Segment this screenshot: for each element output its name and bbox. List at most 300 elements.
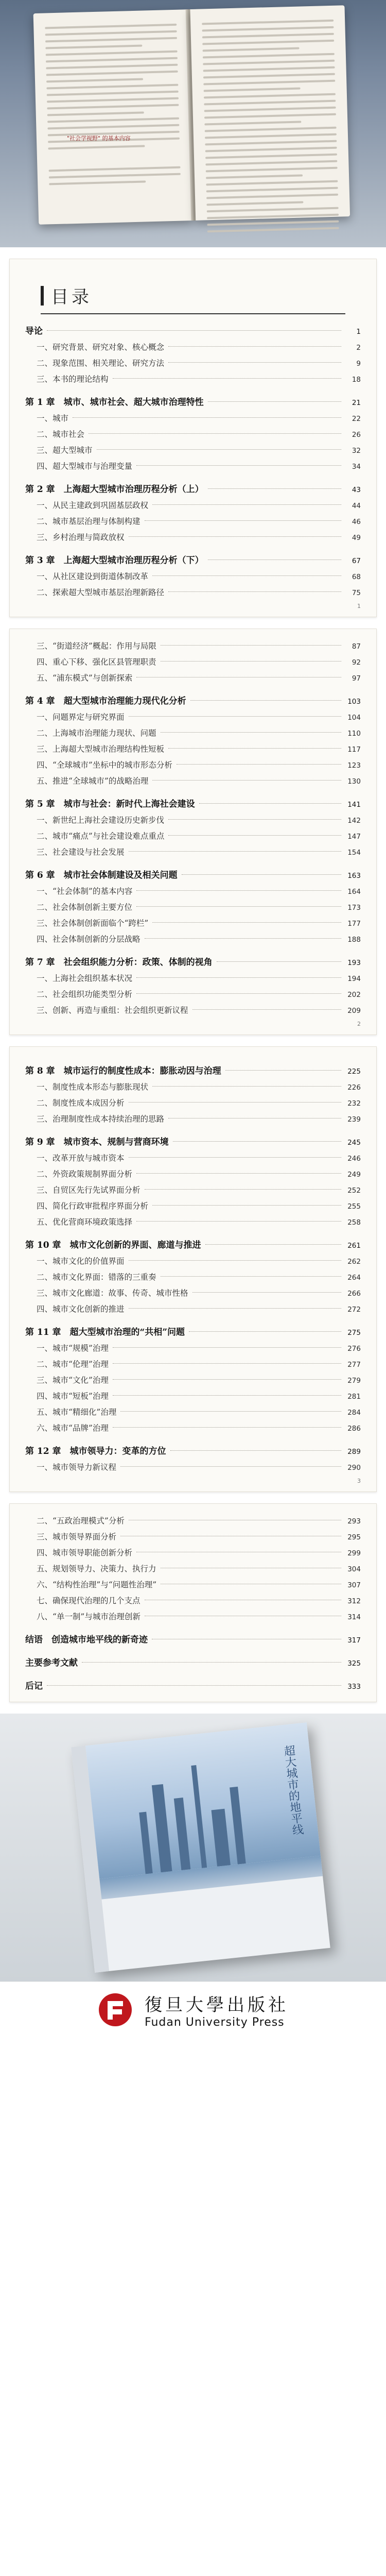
toc-list-3 — [25, 1063, 361, 1476]
toc-leader-dots — [129, 1260, 341, 1261]
toc-leader-dots — [120, 1411, 341, 1412]
toc-entry-page: 103 — [347, 698, 361, 706]
toc-entry-page: 1 — [356, 328, 361, 336]
toc-entry-page: 272 — [347, 1306, 361, 1314]
toc-entry-page: 276 — [347, 1345, 361, 1353]
toc-section-row — [25, 569, 361, 585]
toc-leader-dots — [136, 906, 341, 907]
toc-leader-dots — [152, 504, 341, 505]
toc-entry-title: 三、乡村治理与简政放权 — [37, 533, 125, 542]
toc-entry-title: 一、城市领导力新议程 — [37, 1463, 117, 1472]
toc-entry-title: 第 6 章 城市社会体制建设及相关问题 — [25, 870, 178, 880]
toc-entry-title: 后记 — [25, 1681, 43, 1691]
toc-entry-title: 一、新世纪上海社会建设历史新步伐 — [37, 816, 165, 825]
toc-entry-title: 二、城市社会 — [37, 430, 85, 439]
toc-entry-title: 四、城市“短板”治理 — [37, 1392, 109, 1401]
toc-section-row — [25, 1095, 361, 1111]
toc-entry-title: 四、社会体制创新的分层战略 — [37, 935, 141, 944]
toc-leader-dots — [208, 488, 341, 489]
toc-leader-dots — [190, 700, 341, 701]
toc-entry-page: 32 — [352, 447, 361, 455]
toc-chapter-row — [25, 1063, 361, 1079]
toc-section-row — [25, 1460, 361, 1476]
toc-entry-page: 290 — [347, 1464, 361, 1472]
toc-entry-title: 三、社会体制创新面临个“跨栏” — [37, 919, 149, 928]
toc-entry-title: 第 2 章 上海超大型城市治理历程分析（上） — [25, 484, 204, 495]
toc-leader-dots — [182, 874, 341, 875]
toc-list-1 — [25, 324, 361, 601]
toc-entry-title: 一、改革开放与城市资本 — [37, 1154, 125, 1163]
toc-entry-title: 第 11 章 超大型城市治理的“共相”问题 — [25, 1327, 185, 1337]
toc-entry-page: 154 — [347, 849, 361, 857]
toc-leader-dots — [192, 1292, 341, 1293]
toc-leader-dots — [199, 803, 341, 804]
toc-leader-dots — [189, 1331, 341, 1332]
toc-section-row — [25, 670, 361, 686]
toc-entry-page: 307 — [347, 1581, 361, 1589]
toc-chapter-row — [25, 324, 361, 340]
toc-entry-page: 333 — [347, 1683, 361, 1691]
toc-entry-page: 22 — [352, 415, 361, 423]
toc-leader-dots — [168, 362, 341, 363]
toc-title-rule — [41, 313, 345, 314]
toc-entry-page: 284 — [347, 1409, 361, 1417]
toc-section-row — [25, 828, 361, 844]
toc-chapter-row — [25, 482, 361, 498]
toc-section-row — [25, 987, 361, 1003]
toc-title: 目录 — [51, 287, 92, 308]
toc-section-row — [25, 1357, 361, 1372]
toc-leader-dots — [120, 1466, 341, 1467]
toc-leader-dots — [217, 961, 341, 962]
toc-leader-dots — [168, 819, 341, 820]
toc-entry-page: 232 — [347, 1099, 361, 1108]
toc-entry-page: 92 — [352, 658, 361, 667]
book-right-page — [190, 5, 350, 221]
toc-entry-page: 266 — [347, 1290, 361, 1298]
toc-section-row — [25, 1285, 361, 1301]
toc-entry-title: 一、城市“规模”治理 — [37, 1344, 109, 1353]
toc-entry-title: 三、创新、再造与重组：社会组织更新议程 — [37, 1006, 188, 1015]
toc-leader-dots — [145, 1189, 341, 1190]
toc-entry-title: 五、优化营商环境政策选择 — [37, 1217, 133, 1227]
toc-section-row — [25, 709, 361, 725]
toc-leader-dots — [152, 922, 341, 923]
toc-leader-dots — [145, 520, 341, 521]
publisher-footer — [0, 1981, 386, 2037]
toc-entry-title: 第 8 章 城市运行的制度性成本：膨胀动因与治理 — [25, 1066, 221, 1076]
toc-entry-title: 二、外资政策规制界面分析 — [37, 1170, 133, 1179]
toc-entry-title: 二、探索超大型城市基层治理新路径 — [37, 588, 165, 597]
toc-entry-title: 一、“社会体制”的基本内容 — [37, 887, 133, 896]
toc-leader-dots — [47, 1685, 341, 1686]
open-book — [33, 5, 353, 230]
toc-section-row — [25, 1372, 361, 1388]
toc-section-row — [25, 1111, 361, 1127]
toc-leader-dots — [152, 780, 341, 781]
toc-entry-title: 四、超大型城市与治理变量 — [37, 462, 133, 471]
toc-entry-title: 三、本书的理论结构 — [37, 375, 109, 384]
page-number: 3 — [357, 1478, 361, 1484]
toc-entry-page: 194 — [347, 975, 361, 983]
toc-leader-dots — [97, 449, 341, 450]
toc-leader-dots — [136, 993, 341, 994]
toc-leader-dots — [113, 1379, 341, 1380]
toc-entry-page: 110 — [347, 730, 361, 738]
toc-entry-page: 147 — [347, 833, 361, 841]
toc-chapter-row — [25, 868, 361, 884]
toc-entry-title: 主要参考文献 — [25, 1658, 78, 1668]
toc-entry-title: 第 4 章 超大型城市治理能力现代化分析 — [25, 696, 186, 706]
toc-entry-page: 277 — [347, 1361, 361, 1369]
toc-list-2 — [25, 638, 361, 1019]
toc-entry-page: 209 — [347, 1007, 361, 1015]
toc-section-row — [25, 884, 361, 900]
publisher-name — [145, 1991, 289, 2029]
toc-section-row — [25, 757, 361, 773]
toc-entry-page: 312 — [347, 1597, 361, 1605]
toc-leader-dots — [161, 1276, 341, 1277]
book-left-page — [33, 9, 194, 225]
cover-title: 超大城市的地平线 — [282, 1744, 304, 1836]
toc-section-row — [25, 1301, 361, 1317]
toc-section-row — [25, 916, 361, 931]
toc-entry-title: 一、城市文化的价值界面 — [37, 1257, 125, 1266]
toc-chapter-row — [25, 1632, 361, 1648]
toc-section-row — [25, 1269, 361, 1285]
toc-entry-title: 五、规划领导力、决策力、执行力 — [37, 1564, 156, 1573]
toc-entry-title: 第 1 章 城市、城市社会、超大城市治理特性 — [25, 397, 204, 408]
toc-entry-page: 314 — [347, 1613, 361, 1621]
toc-entry-page: 317 — [347, 1636, 361, 1645]
toc-leader-dots — [136, 1173, 341, 1174]
toc-entry-page: 43 — [352, 486, 361, 494]
toc-section-row — [25, 741, 361, 757]
toc-chapter-row — [25, 1679, 361, 1694]
toc-entry-page: 289 — [347, 1448, 361, 1456]
toc-leader-dots — [113, 1427, 341, 1428]
toc-entry-title: 一、问题界定与研究界面 — [37, 713, 125, 722]
toc-leader-dots — [168, 591, 341, 592]
toc-entry-page: 177 — [347, 920, 361, 928]
toc-section-row — [25, 585, 361, 601]
toc-leader-dots — [113, 1395, 341, 1396]
toc-entry-title: 二、城市基层治理与体制构建 — [37, 517, 141, 526]
toc-leader-dots — [152, 1205, 341, 1206]
toc-entry-page: 68 — [352, 573, 361, 581]
toc-leader-dots — [136, 465, 341, 466]
toc-section-row — [25, 459, 361, 474]
toc-chapter-row — [25, 796, 361, 812]
publisher-name-en: Fudan University Press — [145, 2015, 285, 2029]
toc-chapter-row — [25, 1444, 361, 1460]
toc-entry-page: 239 — [347, 1115, 361, 1124]
toc-section-row — [25, 1609, 361, 1625]
toc-entry-page: 49 — [352, 534, 361, 542]
toc-section-row — [25, 1214, 361, 1230]
toc-entry-title: 二、上海城市治理能力现状、问题 — [37, 728, 156, 738]
toc-entry-page: 281 — [347, 1393, 361, 1401]
toc-leader-dots — [129, 1102, 341, 1103]
toc-entry-page: 286 — [347, 1425, 361, 1433]
toc-leader-dots — [73, 417, 341, 418]
toc-leader-dots — [113, 378, 341, 379]
toc-chapter-row — [25, 955, 361, 971]
toc-chapter-row — [25, 1134, 361, 1150]
toc-leader-dots — [145, 938, 341, 939]
toc-entry-title: 一、从社区建设到街道体制改革 — [37, 572, 149, 581]
publisher-name-cn: 復旦大學出版社 — [145, 1994, 289, 2015]
toc-entry-page: 130 — [347, 777, 361, 786]
toc-section-4 — [0, 1503, 386, 1702]
toc-entry-page: 9 — [356, 360, 361, 368]
toc-section-row — [25, 411, 361, 427]
toc-leader-dots — [170, 1450, 342, 1451]
toc-section-2 — [0, 629, 386, 1035]
toc-entry-page: 87 — [352, 642, 361, 651]
toc-list-4 — [25, 1513, 361, 1694]
toc-section-row — [25, 371, 361, 387]
toc-section-row — [25, 530, 361, 546]
toc-chapter-row — [25, 693, 361, 709]
toc-leader-dots — [168, 748, 341, 749]
toc-entry-title: 五、推进“全球城市”的战略治理 — [37, 776, 149, 786]
toc-entry-title: 六、“结构性治理”与“问题性治理” — [37, 1580, 157, 1589]
toc-entry-page: 245 — [347, 1139, 361, 1147]
toc-entry-title: 第 7 章 社会组织能力分析：政策、体制的视角 — [25, 957, 213, 968]
toc-section-row — [25, 443, 361, 459]
toc-entry-page: 295 — [347, 1533, 361, 1541]
toc-section-row — [25, 1341, 361, 1357]
toc-leader-dots — [129, 1157, 341, 1158]
toc-leader-dots — [129, 1308, 341, 1309]
toc-entry-page: 67 — [352, 557, 361, 565]
toc-entry-page: 173 — [347, 904, 361, 912]
fudan-press-logo-icon — [97, 1992, 133, 2028]
toc-section-row — [25, 1561, 361, 1577]
toc-section-row — [25, 1577, 361, 1593]
toc-section-row — [25, 1079, 361, 1095]
toc-entry-title: 二、社会组织功能类型分析 — [37, 990, 133, 999]
toc-entry-title: 二、“五政治理模式”分析 — [37, 1516, 125, 1526]
toc-entry-page: 249 — [347, 1171, 361, 1179]
book-cover-photo — [0, 1714, 386, 1981]
toc-section-row — [25, 1404, 361, 1420]
toc-entry-page: 279 — [347, 1377, 361, 1385]
toc-chapter-row — [25, 1325, 361, 1341]
toc-entry-title: 三、城市“文化”治理 — [37, 1376, 109, 1385]
toc-entry-title: 第 3 章 上海超大型城市治理历程分析（下） — [25, 555, 204, 566]
toc-entry-page: 258 — [347, 1218, 361, 1227]
photo-figure-caption: "社会学视野" 的基本内容 — [67, 135, 131, 142]
toc-section-row — [25, 1198, 361, 1214]
toc-entry-title: 三、城市文化廊道：故事、传奇、城市性格 — [37, 1289, 188, 1298]
toc-section-3 — [0, 1046, 386, 1492]
toc-entry-title: 二、现象范围、相关理论、研究方法 — [37, 359, 165, 368]
page-number: 1 — [357, 603, 361, 609]
toc-leader-dots — [161, 661, 341, 662]
toc-section-row — [25, 1182, 361, 1198]
toc-entry-page: 21 — [352, 399, 361, 407]
toc-section-row — [25, 1253, 361, 1269]
toc-entry-title: 五、城市“精细化”治理 — [37, 1408, 117, 1417]
toc-entry-title: 六、城市“品牌”治理 — [37, 1423, 109, 1433]
toc-entry-page: 26 — [352, 431, 361, 439]
toc-section-row — [25, 340, 361, 355]
toc-entry-page: 304 — [347, 1565, 361, 1573]
toc-leader-dots — [161, 732, 341, 733]
toc-leader-dots — [136, 890, 341, 891]
toc-section-row — [25, 900, 361, 916]
toc-entry-title: 一、研究背景、研究对象、核心概念 — [37, 343, 165, 352]
toc-entry-page: 97 — [352, 674, 361, 683]
toc-section-row — [25, 1166, 361, 1182]
toc-entry-title: 三、超大型城市 — [37, 446, 93, 455]
toc-entry-title: 三、社会建设与社会发展 — [37, 848, 125, 857]
toc-leader-dots — [129, 716, 341, 717]
toc-leader-dots — [168, 346, 341, 347]
toc-section-row — [25, 812, 361, 828]
toc-entry-title: 四、重心下移、强化区县管理职责 — [37, 657, 156, 667]
toc-header — [25, 268, 361, 313]
toc-entry-title: 三、自贸区先行先试界面分析 — [37, 1185, 141, 1195]
toc-section-row — [25, 1593, 361, 1609]
toc-entry-page: 325 — [347, 1659, 361, 1668]
toc-entry-page: 46 — [352, 518, 361, 526]
toc-entry-title: 四、城市文化创新的推进 — [37, 1304, 125, 1314]
toc-entry-page: 193 — [347, 959, 361, 967]
toc-section-row — [25, 1513, 361, 1529]
toc-leader-dots — [136, 1221, 341, 1222]
toc-entry-page: 163 — [347, 872, 361, 880]
toc-leader-dots — [161, 645, 341, 646]
toc-entry-title: 一、制度性成本形态与膨胀现状 — [37, 1082, 149, 1092]
toc-section-row — [25, 971, 361, 987]
toc-entry-title: 二、社会体制创新主要方位 — [37, 903, 133, 912]
toc-leader-dots — [89, 433, 341, 434]
toc-entry-page: 299 — [347, 1549, 361, 1557]
toc-entry-title: 二、制度性成本成因分析 — [37, 1098, 125, 1108]
toc-entry-page: 117 — [347, 745, 361, 754]
toc-entry-page: 293 — [347, 1517, 361, 1526]
toc-entry-page: 44 — [352, 502, 361, 510]
toc-section-row — [25, 931, 361, 947]
toc-entry-title: 三、城市领导界面分析 — [37, 1532, 117, 1541]
toc-entry-title: 四、简化行政审批程序界面分析 — [37, 1201, 149, 1211]
page-number: 2 — [357, 1021, 361, 1027]
toc-leader-dots — [177, 764, 341, 765]
toc-leader-dots — [129, 536, 341, 537]
toc-entry-page: 262 — [347, 1258, 361, 1266]
toc-section-row — [25, 427, 361, 443]
toc-entry-page: 188 — [347, 936, 361, 944]
toc-leader-dots — [136, 977, 341, 978]
toc-section-row — [25, 654, 361, 670]
toc-entry-title: 五、“浦东模式”与创新探索 — [37, 673, 133, 683]
open-book-photo — [0, 0, 386, 247]
toc-chapter-row — [25, 1238, 361, 1253]
toc-entry-page: 34 — [352, 463, 361, 471]
toc-section-row — [25, 1420, 361, 1436]
toc-entry-title: 导论 — [25, 326, 43, 336]
toc-leader-dots — [152, 575, 341, 576]
toc-entry-title: 七、确保现代治理的几个支点 — [37, 1596, 141, 1605]
toc-entry-page: 246 — [347, 1155, 361, 1163]
toc-section-row — [25, 1388, 361, 1404]
toc-section-row — [25, 498, 361, 514]
toc-leader-dots — [113, 1363, 341, 1364]
toc-entry-title: 第 9 章 城市资本、规制与营商环境 — [25, 1137, 169, 1147]
toc-leader-dots — [168, 835, 341, 836]
toc-chapter-row — [25, 553, 361, 569]
toc-entry-page: 18 — [352, 376, 361, 384]
toc-entry-page: 275 — [347, 1329, 361, 1337]
toc-entry-page: 141 — [347, 801, 361, 809]
toc-leader-dots — [208, 401, 341, 402]
toc-title-bar — [41, 286, 44, 306]
toc-entry-title: 第 10 章 城市文化创新的界面、廊道与推进 — [25, 1240, 201, 1250]
toc-entry-title: 二、城市文化界面：错落的三重奏 — [37, 1273, 156, 1282]
toc-leader-dots — [152, 1086, 341, 1087]
toc-entry-title: 四、“全球城市”坐标中的城市形态分析 — [37, 760, 172, 770]
toc-leader-dots — [173, 1141, 341, 1142]
book-cover — [71, 1722, 330, 1973]
toc-section-row — [25, 844, 361, 860]
toc-entry-page: 261 — [347, 1242, 361, 1250]
toc-entry-title: 三、上海超大型城市治理结构性短板 — [37, 744, 165, 754]
toc-entry-title: 第 5 章 城市与社会：新时代上海社会建设 — [25, 799, 195, 809]
toc-entry-page: 164 — [347, 888, 361, 896]
toc-entry-page: 104 — [347, 714, 361, 722]
toc-entry-page: 225 — [347, 1067, 361, 1076]
toc-entry-title: 第 12 章 城市领导力：变革的方位 — [25, 1446, 166, 1456]
toc-leader-dots — [82, 1662, 341, 1663]
toc-section-row — [25, 725, 361, 741]
toc-leader-dots — [225, 1070, 341, 1071]
toc-entry-page: 123 — [347, 761, 361, 770]
toc-entry-page: 202 — [347, 991, 361, 999]
toc-section-row — [25, 638, 361, 654]
toc-leader-dots — [192, 1009, 341, 1010]
toc-section-row — [25, 355, 361, 371]
toc-entry-page: 2 — [356, 344, 361, 352]
toc-entry-title: 四、城市领导职能创新分析 — [37, 1548, 133, 1557]
toc-entry-title: 一、上海社会组织基本状况 — [37, 974, 133, 983]
toc-section-row — [25, 1529, 361, 1545]
toc-chapter-row — [25, 395, 361, 411]
toc-entry-title: 二、城市“伦理”治理 — [37, 1360, 109, 1369]
toc-entry-title: 一、城市 — [37, 414, 69, 423]
toc-section-row — [25, 514, 361, 530]
toc-entry-title: 八、“单一制”与城市治理创新 — [37, 1612, 141, 1621]
toc-entry-title: 二、城市“痛点”与社会建设难点重点 — [37, 832, 165, 841]
toc-entry-title: 三、“街道经济”概起：作用与局限 — [37, 641, 156, 651]
toc-leader-dots — [205, 1244, 342, 1245]
toc-section-row — [25, 1545, 361, 1561]
toc-entry-title: 三、治理制度性成本持续治理的思路 — [37, 1114, 165, 1124]
toc-entry-page: 142 — [347, 817, 361, 825]
toc-chapter-row — [25, 1655, 361, 1671]
toc-entry-title: 一、从民主建政到巩固基层政权 — [37, 501, 149, 510]
toc-leader-dots — [113, 1347, 341, 1348]
toc-entry-page: 226 — [347, 1083, 361, 1092]
toc-section-row — [25, 773, 361, 789]
toc-entry-page: 75 — [352, 589, 361, 597]
toc-leader-dots — [129, 851, 341, 852]
toc-section-row — [25, 1150, 361, 1166]
toc-section-1 — [0, 259, 386, 617]
toc-entry-page: 264 — [347, 1274, 361, 1282]
